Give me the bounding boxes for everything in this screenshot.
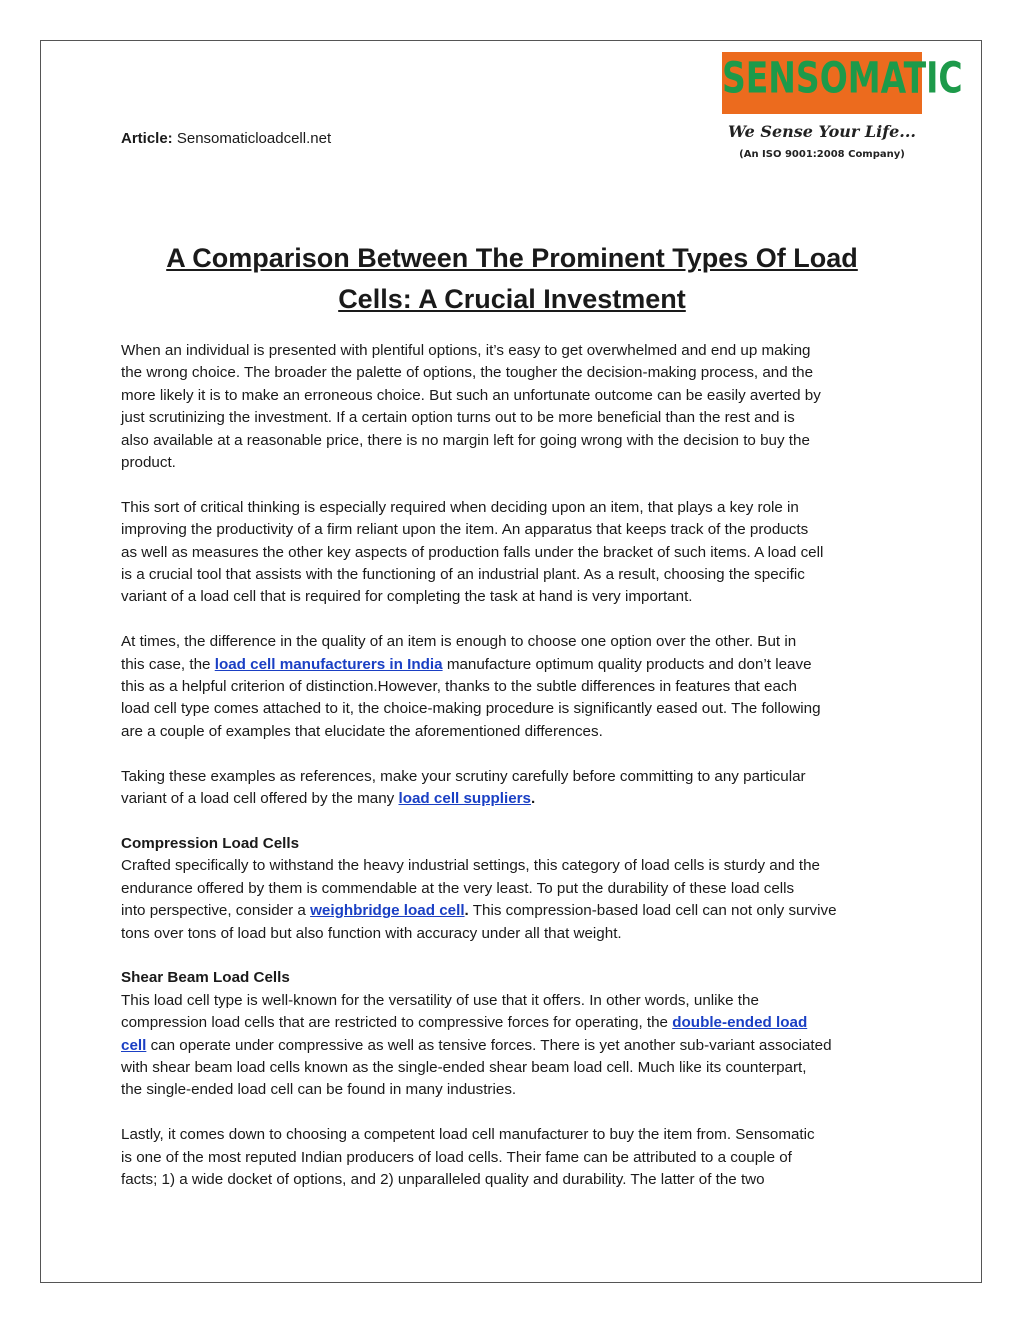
text-line: When an individual is presented with plentiful options, it’s easy to get overwhelmed and end up making xyxy=(121,342,811,359)
text-fragment: into perspective, consider a xyxy=(121,902,311,920)
logo-wordmark: SENSOMATIC xyxy=(722,52,963,103)
link-load-cell-suppliers[interactable]: load cell suppliers xyxy=(398,790,531,808)
text-line: the wrong choice. The broader the palette of options, the tougher the decision-making process, and the xyxy=(121,364,814,382)
article-label: Article: xyxy=(121,130,173,147)
text-line: is one of the most reputed Indian producers of load cells. Their fame can be attributed to a couple of xyxy=(121,1148,792,1166)
text-line: as well as measures the other key aspects of production falls under the bracket of such items. A load cell xyxy=(121,543,824,561)
paragraph-shear-beam xyxy=(121,967,911,1101)
text-line: At times, the difference in the quality of an item is enough to choose one option over the other. But in xyxy=(121,633,797,651)
text-fragment: compression load cells that are restricted to compressive forces for operating, the xyxy=(121,1014,673,1032)
text-line: facts; 1) a wide docket of options, and 2) unparalleled quality and durability. The latter of the two xyxy=(121,1170,765,1188)
text-line: Lastly, it comes down to choosing a competent load cell manufacturer to buy the item from. Sensomatic xyxy=(121,1126,815,1144)
text-line: This load cell type is well-known for the versatility of use that it offers. In other words, unlike the xyxy=(121,991,759,1009)
text-line: This sort of critical thinking is especially required when deciding upon an item, that plays a key role in xyxy=(121,498,799,516)
text-line: this as a helpful criterion of distinction.However, thanks to the subtle differences in features that each xyxy=(121,678,797,696)
text-fragment: manufacture optimum quality products and don’t leave xyxy=(442,655,812,673)
paragraph-2 xyxy=(121,497,911,609)
text-line xyxy=(121,788,911,810)
text-fragment: can operate under compressive as well as tensive forces. There is yet another sub-variant associated xyxy=(146,1036,832,1054)
link-load-cell-manufacturers[interactable]: load cell manufacturers in India xyxy=(214,655,443,673)
text-line: load cell type comes attached to it, the choice-making procedure is significantly eased out. The following xyxy=(121,700,821,718)
article-source-line xyxy=(121,130,331,147)
text-line: are a couple of examples that elucidate the aforementioned differences. xyxy=(121,722,603,740)
text-line xyxy=(121,654,911,676)
logo-banner xyxy=(722,52,963,114)
text-line: endurance offered by them is commendable at the very least. To put the durability of these load cells xyxy=(121,879,795,897)
text-line xyxy=(121,1035,911,1057)
text-line xyxy=(121,1012,911,1034)
title-line-2: Cells: A Crucial Investment xyxy=(338,284,686,314)
paragraph-3 xyxy=(121,631,911,743)
link-double-ended-load-cell-cont[interactable]: cell xyxy=(121,1036,147,1054)
title-line-1: A Comparison Between The Prominent Types Of Load xyxy=(166,243,858,273)
article-title xyxy=(110,238,914,320)
section-heading-compression: Compression Load Cells xyxy=(121,834,300,852)
text-fragment: . xyxy=(464,902,469,920)
section-heading-shear-beam: Shear Beam Load Cells xyxy=(121,969,290,987)
text-fragment: this case, the xyxy=(121,655,215,673)
article-source: Sensomaticloadcell.net xyxy=(176,130,332,147)
text-line: just scrutinizing the investment. If a certain option turns out to be more beneficial than the rest and is xyxy=(121,409,795,427)
text-line: more likely it is to make an erroneous choice. But such an unfortunate outcome can be easily averted by xyxy=(121,386,821,404)
text-line: the single-ended load cell can be found in many industries. xyxy=(121,1081,517,1099)
paragraph-conclusion xyxy=(121,1124,911,1191)
paragraph-1 xyxy=(121,340,911,474)
text-line: product. xyxy=(121,454,176,472)
text-line xyxy=(121,900,911,922)
sensomatic-logo xyxy=(722,52,963,170)
paragraph-compression xyxy=(121,833,911,945)
logo-tagline: We Sense Your Life... xyxy=(728,122,916,141)
text-fragment: . xyxy=(531,790,536,808)
paragraph-4 xyxy=(121,766,911,811)
link-double-ended-load-cell[interactable]: double-ended load xyxy=(672,1014,808,1032)
text-line: tons over tons of load but also function with accuracy under all that weight. xyxy=(121,924,622,942)
logo-iso-note: (An ISO 9001:2008 Company) xyxy=(739,149,905,160)
text-line: Taking these examples as references, make your scrutiny carefully before committing to any particular xyxy=(121,767,806,785)
article-body xyxy=(121,340,911,1214)
text-fragment: variant of a load cell offered by the many xyxy=(121,790,399,808)
text-line: improving the productivity of a firm reliant upon the item. An apparatus that keeps track of the products xyxy=(121,521,809,539)
text-line: also available at a reasonable price, there is no margin left for going wrong with the decision to buy the xyxy=(121,431,810,449)
link-weighbridge-load-cell[interactable]: weighbridge load cell xyxy=(310,902,465,920)
text-fragment: This compression-based load cell can not only survive xyxy=(468,902,837,920)
text-line: Crafted specifically to withstand the heavy industrial settings, this category of load cells is sturdy and the xyxy=(121,857,820,875)
text-line: is a crucial tool that assists with the functioning of an industrial plant. As a result, choosing the specific xyxy=(121,566,805,584)
text-line: variant of a load cell that is required for completing the task at hand is very important. xyxy=(121,588,693,606)
text-line: with shear beam load cells known as the single-ended shear beam load cell. Much like its counterpart, xyxy=(121,1058,807,1076)
